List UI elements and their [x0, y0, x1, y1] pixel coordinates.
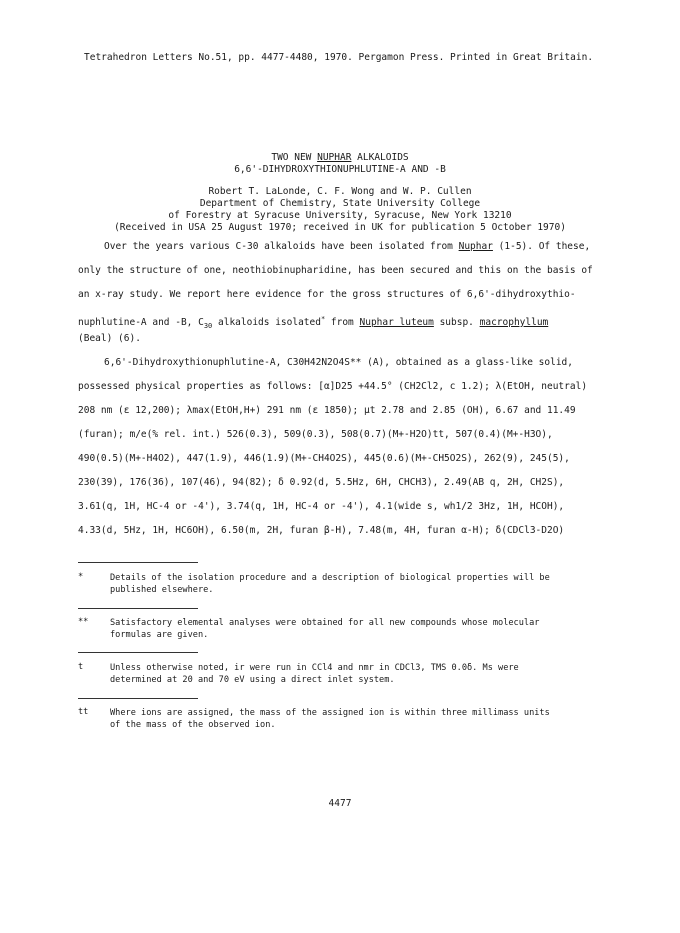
footnote-rule	[78, 652, 198, 653]
subscript: 30	[203, 322, 213, 331]
body-line	[104, 241, 624, 253]
body-line: 208 nm (ε 12,200); λmax(EtOH,H+) 291 nm (ε 1850); μt 2.78 and 2.85 (OH), 6.67 and 11.49	[78, 405, 576, 416]
title-line-1	[60, 152, 620, 164]
footnote-text: Where ions are assigned, the mass of the assigned ion is within three millimass units	[110, 708, 550, 718]
body-line: an x-ray study. We report here evidence for the gross structures of 6,6'-dihydroxythio-	[78, 289, 576, 300]
footnote-rule	[78, 608, 198, 609]
footnote-text: Details of the isolation procedure and a description of biological properties will be	[110, 573, 550, 583]
text: (1-5). Of these,	[492, 241, 591, 252]
footnote-text: formulas are given.	[110, 630, 209, 640]
body-line: 4.33(d, 5Hz, 1H, HC6OH), 6.50(m, 2H, furan β-H), 7.48(m, 4H, furan α-H); δ(CDCl3-D2O)	[78, 525, 565, 536]
title-line-2: 6,6'-DIHYDROXYTHIONUPHLUTINE-A AND -B	[234, 164, 446, 175]
subspecies-name: macrophyllum	[479, 317, 549, 329]
footnote-mark: t	[78, 662, 84, 672]
text: Over the years various C-30 alkaloids have been isolated from	[104, 241, 459, 252]
body-line: (furan); m/e(% rel. int.) 526(0.3), 509(0.3), 508(0.7)(M+-H2O)tt, 507(0.4)(M+-H3O),	[78, 429, 553, 440]
text: from	[325, 317, 360, 329]
genus-nuphar: Nuphar	[458, 241, 493, 252]
footnote-text: Satisfactory elemental analyses were obtained for all new compounds whose molecular	[110, 618, 540, 628]
body-line: 6,6'-Dihydroxythionuphlutine-A, C30H42N2O4S** (A), obtained as a glass-like solid,	[104, 357, 573, 368]
species-name: Nuphar luteum	[359, 317, 434, 329]
body-line: 490(0.5)(M+-H4O2), 447(1.9), 446(1.9)(M+-CH4O2S), 445(0.6)(M+-CH5O2S), 262(9), 245(5),	[78, 453, 570, 464]
affiliation-1: Department of Chemistry, State University College	[199, 198, 481, 209]
body-line: only the structure of one, neothiobinupharidine, has been secured and this on the basis of	[78, 265, 593, 276]
text: alkaloids isolated	[212, 317, 321, 329]
authors: Robert T. LaLonde, C. F. Wong and W. P. Cullen	[208, 186, 472, 197]
footnote-rule	[78, 562, 198, 563]
footnote-mark: **	[78, 617, 89, 627]
page-number: 4477	[328, 798, 352, 809]
affiliation-2: of Forestry at Syracuse University, Syracuse, New York 13210	[168, 210, 512, 221]
journal-header: Tetrahedron Letters No.51, pp. 4477-4480, 1970. Pergamon Press. Printed in Great Britain.	[84, 52, 594, 63]
footnote-text: of the mass of the observed ion.	[110, 720, 276, 730]
footnote-rule	[78, 698, 198, 699]
body-line: 230(39), 176(36), 107(46), 94(82); δ 0.92(d, 5.5Hz, 6H, CHCH3), 2.49(AB q, 2H, CH2S),	[78, 477, 565, 488]
footnote-mark: tt	[78, 707, 89, 717]
footnote-text: published elsewhere.	[110, 585, 214, 595]
body-line: 3.61(q, 1H, HC-4 or -4'), 3.74(q, 1H, HC-4 or -4'), 4.1(wide s, wh1/2 3Hz, 1H, HCOH),	[78, 501, 565, 512]
body-line: (Beal) (6).	[78, 333, 141, 344]
body-line: possessed physical properties as follows: [α]D25 +44.5° (CH2Cl2, c 1.2); λ(EtOH, neutral)	[78, 381, 588, 392]
title-part: ALKALOIDS	[351, 152, 409, 163]
text: nuphlutine-A and -B, C	[78, 317, 204, 329]
footnote-mark: *	[320, 315, 326, 323]
footnote-text: determined at 20 and 70 eV using a direct inlet system.	[110, 675, 395, 685]
received-line: (Received in USA 25 August 1970; received in UK for publication 5 October 1970)	[114, 222, 566, 233]
body-line	[78, 313, 598, 332]
text: subsp.	[433, 317, 480, 329]
footnote-text: Unless otherwise noted, ir were run in CCl4 and nmr in CDCl3, TMS 0.0δ. Ms were	[110, 663, 519, 673]
footnote-mark: *	[78, 572, 84, 582]
title-nuphar: NUPHAR	[317, 152, 352, 163]
title-part: TWO NEW	[271, 152, 318, 163]
